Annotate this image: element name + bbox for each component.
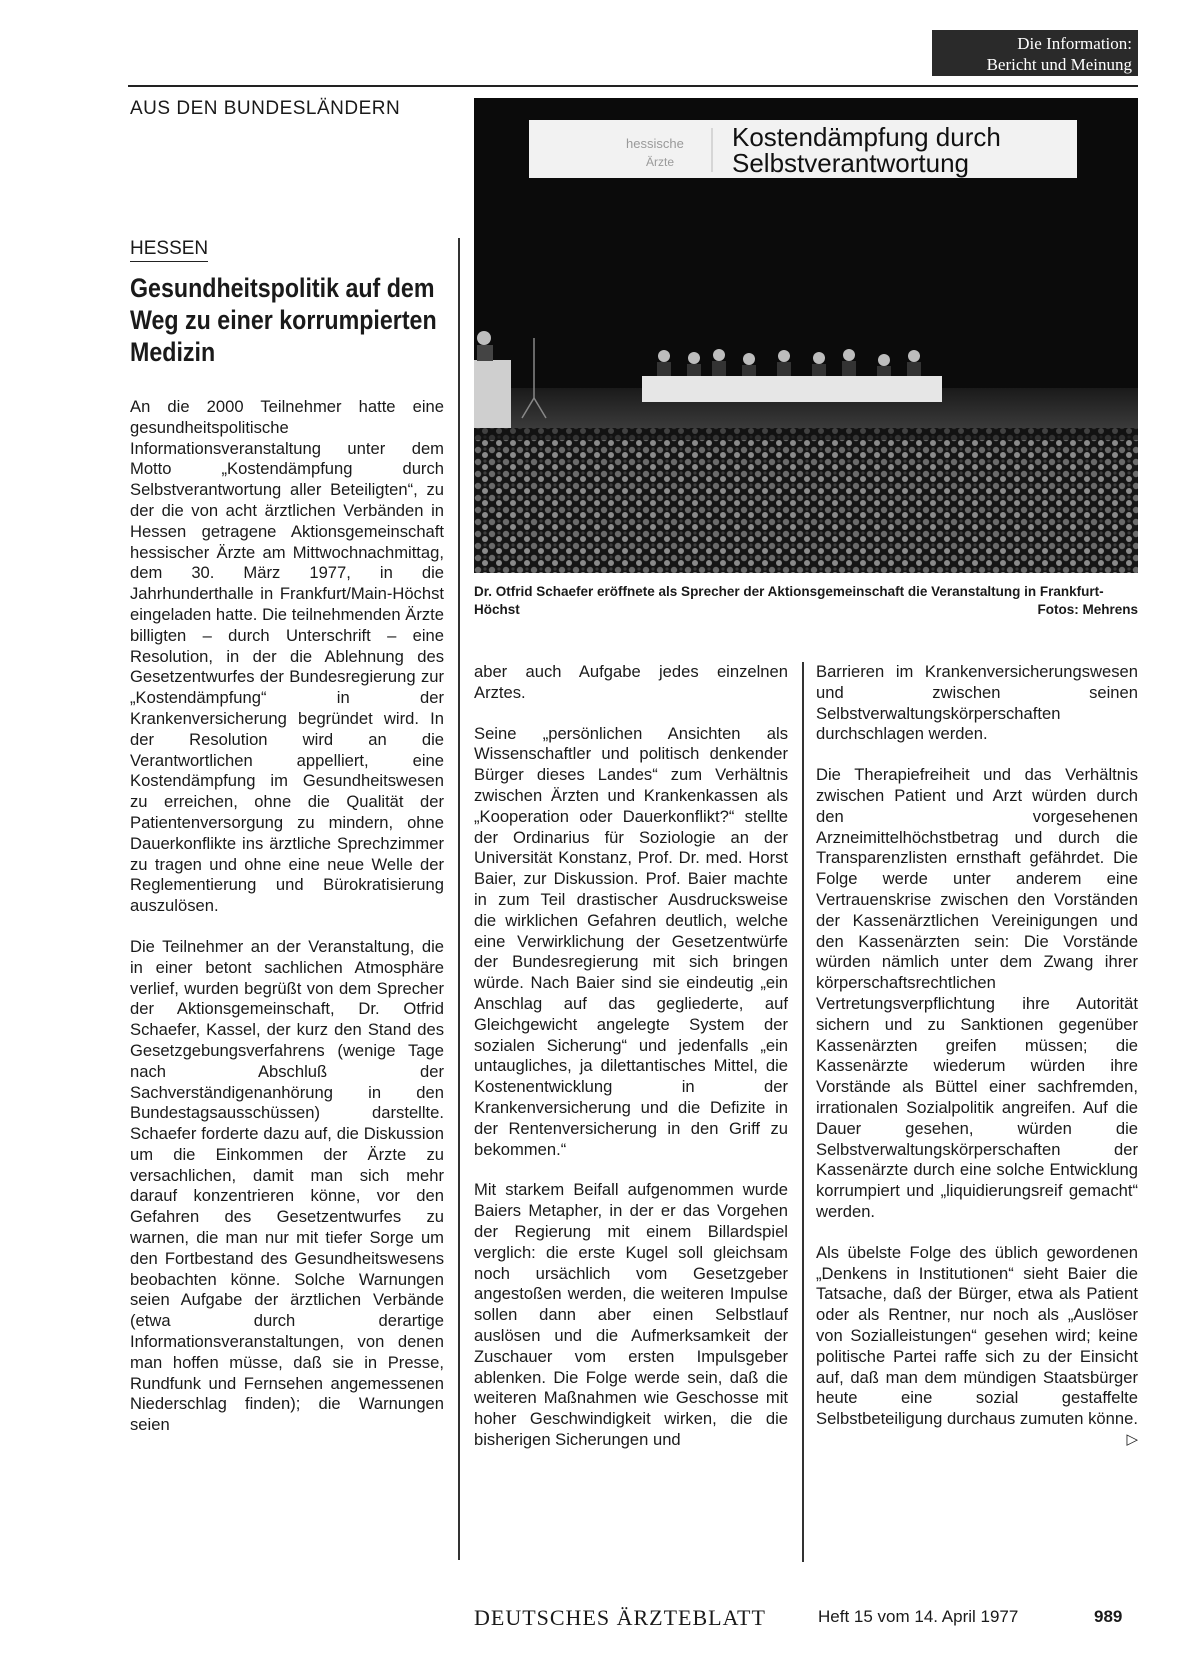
banner-small-text-1: hessische [626, 136, 684, 151]
caption-text: Dr. Otfrid Schaefer eröffnete als Sprecher der Aktionsgemeinschaft die Veranstaltung in Frankfurt-Höchst [474, 584, 1104, 617]
column-divider-2 [802, 662, 804, 1562]
article-headline: Gesundheitspolitik auf dem Weg zu einer korrumpierten Medizin [130, 273, 437, 367]
page-number: 989 [1094, 1607, 1123, 1626]
banner-title-line-2: Selbstverantwortung [732, 148, 970, 178]
badge-line-1: Die Information: [1017, 34, 1132, 53]
conference-photo [474, 98, 1138, 573]
photo-credit: Fotos: Mehrens [1037, 602, 1138, 617]
col2-paragraph-2: Seine „persönlichen Ansichten als Wissenschaftler und politisch denkender Bürger dieses Landes“ zum Verhältnis zwischen Ärzten und Krankenkassen als „Kooperation oder Dauerkonflikt?“ stellte der Ordinarius für Soziologie an der Universität Konstanz, Prof. Dr. med. Horst Baier, zur Diskussion. Prof. Baier machte in zum Teil drastischer Ausdrucksweise die wirklichen Gefahren deutlich, welche eine Verwirklichung der Gesetzentwürfe der Bundesregierung mit sich bringen würde. Nach Baier sind sie eindeutig „ein Anschlag auf das gegliederte, auf Gleichgewicht angelegte System der sozialen Sicherung“ und jedenfalls „ein untaugliches, ja dilettantisches Mittel, die Kostenentwicklung in der Krankenversicherung und die Defizite in der Rentenversicherung in den Griff zu bekommen.“ [474, 723, 788, 1159]
banner-title-line-1: Kostendämpfung durch [732, 122, 1001, 152]
header-rule [128, 85, 1138, 87]
col3-paragraph-3 [816, 1242, 1138, 1448]
article-column-2 [474, 662, 788, 1471]
banner-small-text-2: Ärzte [646, 155, 675, 169]
lectern [474, 360, 511, 428]
section-badge [932, 30, 1138, 76]
col1-paragraph-1: An die 2000 Teilnehmer hatte eine gesundheitspolitische Informationsveranstaltung unter dem Motto „Kostendämpfung durch Selbstverantwortung aller Beteiligten“, zu der die von acht ärztlichen Verbänden in Hessen getragene Aktionsgemeinschaft hessischer Ärzte am Mittwochnachmittag, dem 30. März 1977, in die Jahrhunderthalle in Frankfurt/Main-Höchst eingeladen hatte. Die teilnehmenden Ärzte billigten – durch Unterschrift – eine Resolution, in der die Ablehnung des Gesetzentwurfes der Bundesregierung zur „Kostendämpfung“ in der Krankenversicherung begründet wird. In der Resolution wird an die Verantwortlichen appelliert, eine Kostendämpfung im Gesundheitswesen zu erreichen, ohne die Qualität der Patientenversorgung zu mindern, ohne Dauerkonflikte ins ärztliche Sprechzimmer zu tragen und ohne eine neue Welle der Reglementierung und Bürokratisierung auszulösen. [130, 397, 444, 916]
photo-caption [474, 583, 1138, 619]
col1-paragraph-2: Die Teilnehmer an der Veranstaltung, die in einer betont sachlichen Atmosphäre verlief, wurden begrüßt von dem Sprecher der Aktionsgemeinschaft, Dr. Otfrid Schaefer, Kassel, der kurz den Stand des Gesetzgebungsverfahrens (wenige Tage nach Abschluß der Sachverständigenanhörung in den Bundestagsausschüssen) darstellte. Schaefer forderte dazu auf, die Diskussion um die Einkommen der Ärzte zu versachlichen, damit man sich mehr darauf konzentrieren könne, vor den Gefahren des Gesetzentwurfes zu warnen, die man nur mit tiefer Sorge um den Fortbestand des Gesundheitswesens beobachten könne. Solche Warnungen seien Aufgabe der ärztlichen Verbände (etwa durch derartige Informationsveranstaltungen, von denen man hoffen müsse, daß sie in Presse, Rundfunk und Fernsehen angemessenen Niederschlag finden); die Warnungen seien [130, 936, 444, 1435]
issue-info: Heft 15 vom 14. April 1977 [818, 1607, 1019, 1626]
article-column-1 [130, 397, 444, 1456]
audience [474, 428, 1138, 573]
col2-paragraph-1: aber auch Aufgabe jedes einzelnen Arztes. [474, 662, 788, 702]
col3-paragraph-2: Die Therapiefreiheit und das Verhältnis zwischen Patient und Arzt würden durch den vorgesehenen Arzneimittelhöchstbetrag und durch die Transparenzlisten ernsthaft gefährdet. Die Folge werde unter anderem eine Vertrauenskrise zwischen den Vorständen der Kassenärztlichen Vereinigungen und den Kassenärzten sein: Die Vorstände würden nämlich unter dem Zwang ihrer körperschaftsrechtlichen Vertretungsverpflichtung ihre Autorität sichern und zu Sanktionen gegenüber Kassenärzten greifen müssen; die Kassenärzte wiederum würden ihre Vorstände als Büttel einer sachfremden, irrationalen Sozialpolitik angreifen. Auf die Dauer gesehen, würden die Selbstverwaltungskörperschaften der Kassenärzte durch eine solche Entwicklung korrumpiert und „liquidierungsreif gemacht“ werden. [816, 765, 1138, 1221]
col2-paragraph-3: Mit starkem Beifall aufgenommen wurde Baiers Metapher, in der er das Vorgehen der Regierung mit einem Billardspiel verglich: die erste Kugel soll gleichsam noch ursächlich vom Gesetzgeber angestoßen werden, die weiteren Impulse sollen dann aber einen Selbstlauf auslösen und die Aufmerksamkeit der Zuschauer vom ersten Impulsgeber ablenken. Die Folge werde sein, daß die weiteren Maßnahmen wie Geschosse mit hoher Geschwindigkeit wirken, die die bisherigen Sicherungen und [474, 1180, 788, 1449]
region-label: HESSEN [130, 238, 208, 262]
section-label: AUS DEN BUNDESLÄNDERN [130, 98, 401, 119]
col3-paragraph-1: Barrieren im Krankenversicherungswesen und zwischen seinen Selbstverwaltungskörperschaften durchschlagen werden. [816, 662, 1138, 744]
article-column-3 [816, 662, 1138, 1451]
panel-table [642, 376, 942, 402]
magazine-name: DEUTSCHES ÄRZTEBLATT [474, 1605, 766, 1630]
col3-paragraph-3-text: Als übelste Folge des üblich gewordenen „Denkens in Institutionen“ sieht Baier die Tatsache, daß der Bürger, etwa als Patient oder als Rentner, nur noch als „Auslöser von Sozialleistungen“ gesehen wird; keine politische Partei raffe sich zu der Einsicht auf, daß man dem mündigen Staatsbürger heute eine sozial gestaffelte Selbstbeteiligung durchaus zumuten könne. [816, 1242, 1138, 1429]
column-divider-1 [458, 238, 460, 1560]
continue-arrow-icon: ▷ [1126, 1430, 1138, 1448]
badge-line-2: Bericht und Meinung [986, 55, 1132, 74]
photo-illustration [474, 98, 1138, 573]
